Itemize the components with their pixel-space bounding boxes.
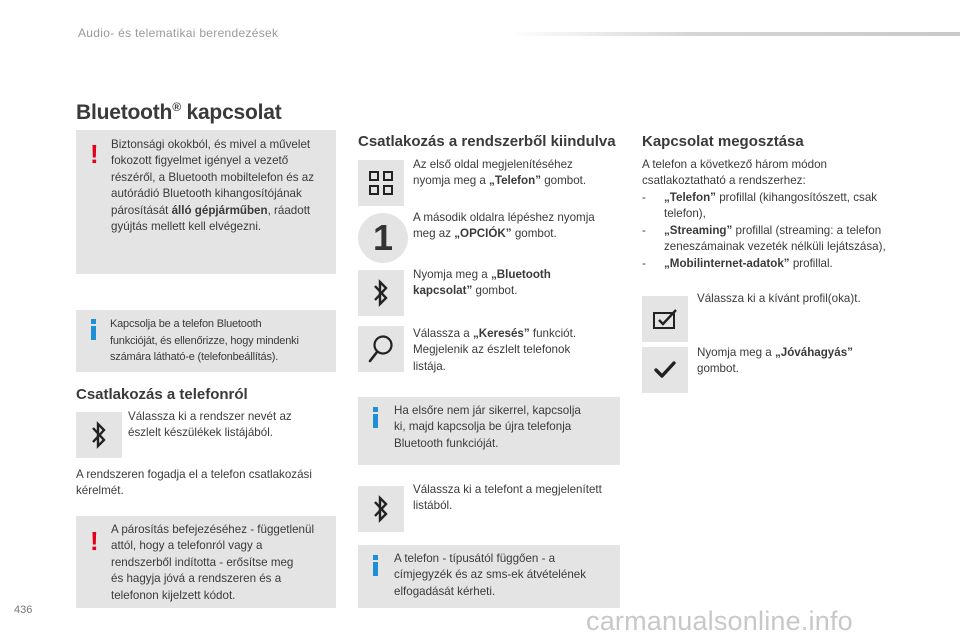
text-bold: „Telefon”	[664, 191, 716, 204]
text-line: címjegyzék és az sms-ek átvételének	[394, 568, 587, 582]
text-span: Válassza a	[413, 327, 473, 340]
text-line: kérelmét.	[76, 484, 124, 498]
text-span: Nyomja meg a	[697, 346, 775, 359]
text-line	[413, 267, 618, 283]
text-bold: „Mobilinternet-adatok”	[664, 256, 790, 270]
text-line	[664, 256, 922, 272]
info-icon	[373, 555, 378, 576]
bluetooth-button	[358, 270, 404, 316]
section-title-system: Csatlakozás a rendszerből kiindulva	[358, 133, 616, 150]
text-line	[697, 345, 917, 361]
step-text	[128, 409, 338, 442]
text-bold: álló gépjárműben	[171, 203, 268, 217]
text-line	[413, 173, 618, 189]
text-line: autórádió Bluetooth kihangosítójának	[111, 187, 302, 201]
title-text: Bluetooth	[76, 101, 173, 124]
info-icon	[91, 319, 96, 340]
text-line	[664, 190, 922, 206]
text-line: gyújtás mellett kell elvégezni.	[111, 220, 262, 234]
text-span: meg az	[413, 227, 455, 241]
step-text	[413, 482, 618, 515]
text-line: részéről, a Bluetooth mobiltelefon és az	[111, 170, 315, 184]
bluetooth-icon	[372, 278, 390, 308]
registered-mark: ®	[172, 100, 181, 114]
step-text	[697, 345, 917, 378]
list-item	[642, 256, 922, 272]
info-box-contacts	[358, 545, 620, 608]
watermark: carmanualsonline.info	[586, 606, 853, 636]
text-span: , ráadott	[267, 203, 311, 217]
step-text	[413, 326, 618, 375]
text-line: Megjelenik az észlelt telefonok	[413, 343, 571, 357]
text-line: funkcióját, és ellenőrizze, hogy mindenki	[110, 334, 299, 347]
checkmark-icon	[653, 360, 677, 380]
text-bold: „OPCIÓK”	[454, 227, 512, 241]
checkbox-button	[642, 296, 688, 342]
step-text	[413, 210, 618, 243]
text-line: Kapcsolja be a telefon Bluetooth	[110, 318, 262, 330]
bluetooth-icon	[372, 494, 390, 524]
text-line: Válassza ki a rendszer nevét az	[128, 410, 292, 423]
warning-box-safety	[76, 130, 336, 274]
text-line: A rendszeren fogadja el a telefon csatlakozási	[76, 468, 312, 481]
header-divider	[508, 32, 960, 36]
list-item	[642, 190, 922, 223]
header-title: Audio- és telematikai berendezések	[78, 26, 279, 40]
text-span: gombot.	[541, 174, 587, 188]
text-line: Biztonsági okokból, és mivel a művelet	[111, 138, 311, 151]
warning-text	[111, 137, 333, 235]
section-title-phone: Csatlakozás a telefonról	[76, 386, 248, 403]
text-line: telefon),	[664, 207, 706, 221]
text-span: profillal.	[789, 256, 833, 270]
text-span: párosítását	[111, 203, 172, 217]
title-rest: kapcsolat	[180, 101, 282, 124]
text-line: listája.	[413, 359, 446, 373]
warning-icon: !	[90, 139, 99, 169]
bluetooth-icon	[90, 420, 108, 450]
checkbox-icon	[652, 308, 678, 330]
text-line: Ha elsőre nem jár sikerrel, kapcsolja	[394, 404, 581, 417]
text-line: elfogadását kérheti.	[394, 584, 496, 598]
step-text	[697, 291, 917, 307]
section-title-sharing: Kapcsolat megosztása	[642, 133, 804, 150]
info-icon	[373, 407, 378, 428]
text-line: ki, majd kapcsolja be újra telefonja	[394, 420, 572, 434]
search-icon	[367, 334, 395, 364]
text-bold: kapcsolat”	[413, 284, 473, 298]
warning-text	[111, 522, 333, 604]
text-line: rendszerből indította - erősítse meg	[111, 555, 294, 569]
profile-list	[642, 190, 922, 272]
bluetooth-button	[76, 412, 122, 458]
text-line	[413, 326, 618, 342]
text-line: attól, hogy a telefonról vagy a	[111, 539, 263, 553]
menu-button	[358, 160, 404, 206]
list-item	[642, 223, 922, 256]
info-box-retry	[358, 397, 620, 465]
step-number-circle: 1	[358, 213, 408, 263]
text-line: A második oldalra lépéshez nyomja	[413, 211, 595, 224]
text-line: listából.	[413, 499, 453, 513]
search-button	[358, 326, 404, 372]
text-span: gombot.	[511, 227, 557, 241]
text-line: telefonon kijelzett kódot.	[111, 588, 236, 602]
intro-text	[642, 157, 912, 190]
paragraph-accept	[76, 467, 338, 500]
text-line: fokozott figyelmet igényel a vezető	[111, 154, 289, 168]
warning-icon: !	[90, 526, 99, 556]
info-text	[110, 316, 334, 366]
text-line: Bluetooth funkcióját.	[394, 436, 499, 450]
step-text	[413, 157, 618, 190]
text-line	[664, 223, 922, 239]
page-title	[76, 101, 282, 125]
text-line: gombot.	[697, 362, 739, 376]
text-span: funkciót.	[529, 327, 577, 340]
info-text	[394, 403, 616, 452]
text-span: nyomja meg a	[413, 174, 490, 188]
text-line: számára látható-e (telefonbeállítás).	[110, 351, 279, 363]
text-bold: „Jóváhagyás”	[774, 346, 853, 359]
info-text	[394, 551, 616, 600]
step-text	[413, 267, 618, 300]
info-box-bluetooth	[76, 310, 336, 372]
text-span: Nyomja meg a	[413, 268, 491, 281]
confirm-button	[642, 347, 688, 393]
text-line: Válassza ki a kívánt profil(oka)t.	[697, 292, 861, 305]
text-line: Az első oldal megjelenítéséhez	[413, 158, 573, 171]
text-span: gombot.	[472, 284, 518, 298]
text-bold: „Streaming”	[664, 223, 733, 237]
text-line: zeneszámainak vezeték nélküli lejátszása),	[664, 240, 886, 254]
text-line: A telefon - típusától függően - a	[394, 552, 556, 565]
text-line	[413, 226, 618, 242]
text-bold: „Keresés”	[472, 327, 530, 340]
menu-grid-icon	[368, 170, 394, 196]
text-bold: „Telefon”	[489, 174, 542, 188]
page-number: 436	[14, 604, 33, 616]
text-line: észlelt készülékek listájából.	[128, 426, 273, 440]
text-line: csatlakoztatható a rendszerhez:	[642, 174, 806, 188]
text-line: Válassza ki a telefont a megjelenített	[413, 483, 602, 496]
text-bold: „Bluetooth	[490, 268, 551, 281]
text-span: profillal (kihangosítószett, csak	[715, 191, 878, 204]
text-span: profillal (streaming: a telefon	[732, 223, 882, 237]
text-line: A telefon a következő három módon	[642, 158, 827, 171]
bluetooth-button	[358, 486, 404, 532]
text-line: és hagyja jóvá a rendszeren és a	[111, 572, 282, 586]
warning-box-pairing	[76, 516, 336, 608]
text-line	[111, 203, 333, 219]
text-line: A párosítás befejezéséhez - függetlenül	[111, 523, 315, 536]
text-line	[413, 283, 618, 299]
